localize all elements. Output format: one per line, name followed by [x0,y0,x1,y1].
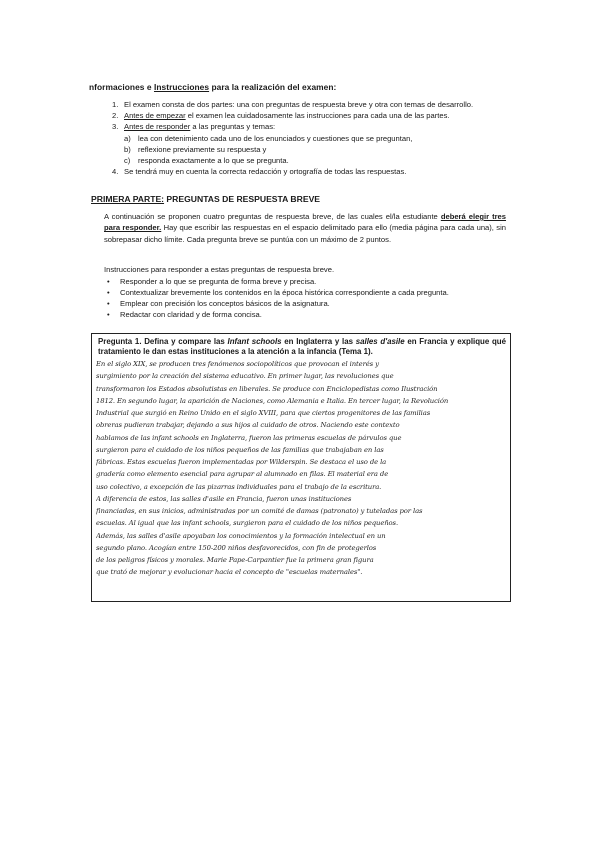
answer-line: hablamos de las infant schools en Inglaterra, fueron las primeras escuelas de párvulos que [96,433,402,442]
answer-line: obreras pudieran trabajar, dejando a sus hijos al cuidado de otros. Naciendo este contexto [96,421,400,430]
answer-line: Además, las salles d'asile apoyaban los conocimientos y la formación intelectual en un [96,531,386,540]
answer-line: segundo plano. Acogían entre 150-200 niños desfavorecidos, con fin de protegerlos [96,543,377,552]
answer-line: que trató de mejorar y evolucionar hacia el concepto de "escuelas maternales". [96,568,363,577]
answer-line: surgimiento por la creación del sistema educativo. En primer lugar, las revoluciones que [96,372,394,381]
answer-line: A diferencia de estos, las salles d'asile en Francia, fueron unas instituciones [96,494,352,503]
answer-line: 1812. En segundo lugar, la aparición de Naciones, como Alemania e Italia. En tercer lugar, la Revolución [96,396,449,405]
instruction-item: 3. Antes de responder a las preguntas y temas: [112,122,276,132]
list-item: • Contextualizar brevemente los contenidos en la época histórica correspondiente a cada pregunta. [107,287,449,297]
answer-line: uso colectivo, a excepción de las pizarras individuales para el trabajo de la escritura. [96,482,382,491]
instruction-item: 4. Se tendrá muy en cuenta la correcta redacción y ortografía de todas las respuestas. [112,167,407,177]
answer-line: escuelas. Al igual que las infant schools, surgieron para el cuidado de los niños pequeños. [96,519,399,528]
part1-title: PRIMERA PARTE: PREGUNTAS DE RESPUESTA BREVE [91,194,321,204]
answer-instructions-title: Instrucciones para responder a estas preguntas de respuesta breve. [104,265,335,274]
answer-line: surgieron para el cuidado de los niños pequeños de las familias que trabajaban en las [96,445,384,454]
instruction-substep: b) reflexione previamente su respuesta y [124,144,267,154]
answer-line: financiadas, en sus inicios, administradas por un comité de damas (patronato) y tuteladas por las [96,507,423,515]
instruction-item: 1. El examen consta de dos partes: una con preguntas de respuesta breve y otra con temas de desarrollo. [112,100,474,109]
list-item: • Responder a lo que se pregunta de forma breve y precisa. [107,277,317,286]
answer-line: gradería como elemento esencial para agrupar al alumnado en filas. El material era de [96,470,389,479]
instructions-heading: nformaciones e Instrucciones para la realización del examen: [89,82,337,92]
instructions-list [112,99,512,177]
list-item: • Emplear con precisión los conceptos básicos de la asignatura. [107,298,330,308]
answer-line: fábricas. Estas escuelas fueron implementadas por Wilderspin. Se destaca el uso de la [96,458,387,466]
list-item: • Redactar con claridad y de forma concisa. [107,309,262,319]
instruction-substep: c) responda exactamente a lo que se pregunta. [124,156,289,166]
instruction-substep: a) lea con detenimiento cada uno de los enunciados y cuestiones que se preguntan, [124,133,413,143]
question-1: Pregunta 1. Defina y compare las Infant schools en Inglaterra y las salles d'asile en Francia y explique qué tratamiento le dan estas instituciones a la atención a la infancia (Tema 1). [98,337,506,357]
instruction-item: 2. Antes de empezar el examen lea cuidadosamente las instrucciones para cada una de las partes. [112,111,450,121]
answer-line: En el siglo XIX, se producen tres fenómenos sociopolíticos que provocan el interés y [96,360,379,368]
answer-line: Industrial que surgió en Reino Unido en el siglo XVIII, para que ciertos progenitores de las familias [96,409,431,417]
answer-instructions-list [104,277,504,321]
answer-line: de los peligros físicos y morales. Marie Pape-Carpantier fue la primera gran figura [96,556,374,564]
part1-intro: A continuación se proponen cuatro preguntas de respuesta breve, de las cuales el/la estudiante deberá elegir tres para responder. Hay que escribir las respuestas en el espacio delimitado para ello (media página para cada una), sin sobrepasar dicho límite. Cada pregunta breve se puntúa con un máximo de 2 puntos. [104,212,507,244]
answer-line: transformaron los Estados absolutistas en liberales. Se produce con Enciclopedistas como Ilustración [96,384,438,393]
handwritten-answer [96,358,508,579]
